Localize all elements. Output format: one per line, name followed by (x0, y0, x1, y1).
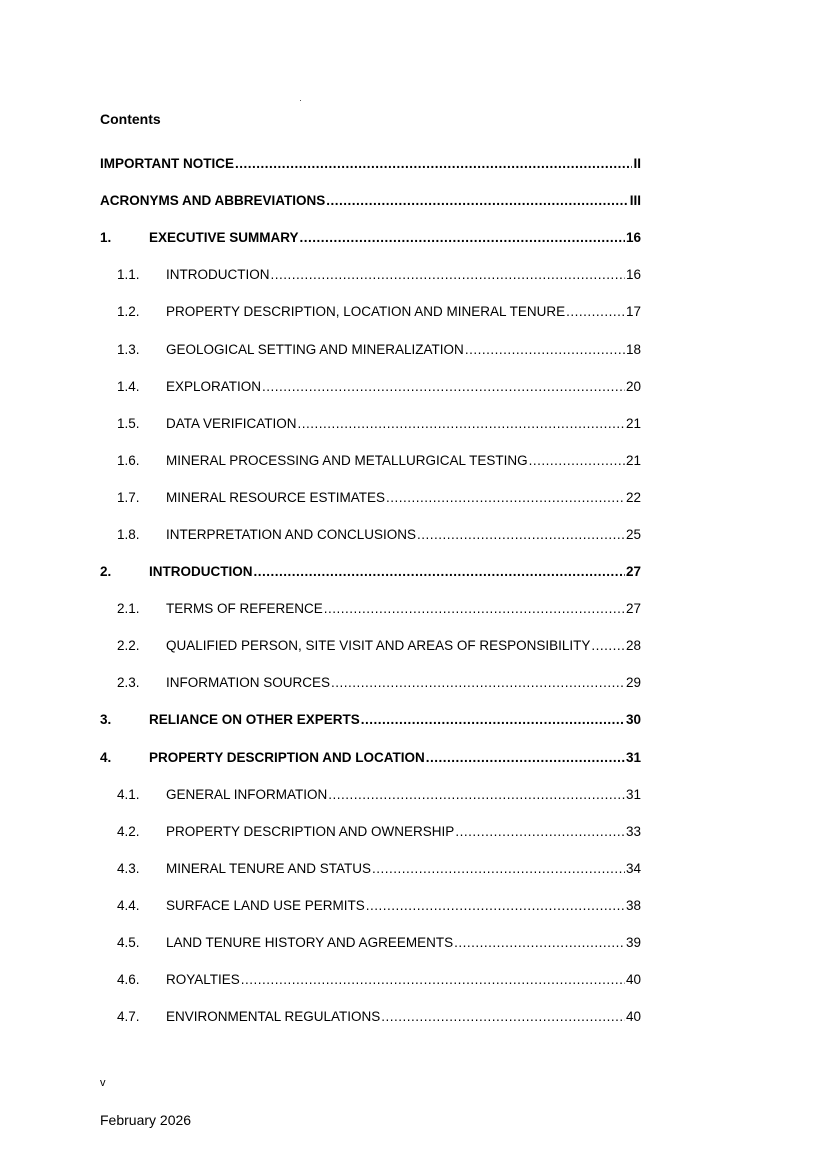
toc-entry[interactable] (100, 776, 641, 813)
toc-entry-title: TERMS OF REFERENCE (166, 601, 323, 617)
toc-entry-number: 2.1. (117, 601, 140, 617)
footer-page-number: v (100, 1077, 106, 1089)
toc-entry-number: 4. (100, 749, 112, 765)
toc-entry-page: 21 (625, 415, 641, 431)
toc-entry-title: PROPERTY DESCRIPTION AND OWNERSHIP (166, 823, 455, 839)
toc-entry-page: III (629, 193, 641, 209)
toc-entry[interactable] (100, 961, 641, 998)
toc-dot-leader (366, 898, 625, 913)
toc-entry-title: DATA VERIFICATION (166, 415, 297, 431)
toc-entry-title: EXPLORATION (166, 378, 262, 394)
toc-entry-number: 1.7. (117, 489, 140, 505)
toc-entry-page: 16 (625, 230, 641, 246)
toc-entry[interactable] (100, 479, 641, 516)
toc-entry-title: PROPERTY DESCRIPTION AND LOCATION (149, 749, 425, 765)
toc-entry-title: EXECUTIVE SUMMARY (149, 230, 299, 246)
toc-entry[interactable] (100, 664, 641, 701)
toc-entry[interactable] (100, 590, 641, 627)
toc-entry-number: 4.4. (117, 897, 140, 913)
toc-entry-title: GEOLOGICAL SETTING AND MINERALIZATION (166, 341, 464, 357)
toc-dot-leader (454, 935, 625, 950)
toc-entry[interactable] (100, 182, 641, 219)
toc-entry-number: 4.5. (117, 935, 140, 951)
toc-entry[interactable] (100, 405, 641, 442)
toc-entry-number: 1.1. (117, 267, 140, 283)
toc-dot-leader (262, 379, 625, 394)
toc-entry-title: INTRODUCTION (149, 564, 253, 580)
toc-entry-page: 34 (625, 860, 641, 876)
toc-dot-leader (331, 675, 625, 690)
toc-entry[interactable] (100, 330, 641, 367)
toc-entry-number: 2. (100, 564, 112, 580)
toc-dot-leader (254, 564, 625, 579)
toc-entry-page: II (633, 156, 641, 172)
toc-entry-number: 2.3. (117, 675, 140, 691)
toc-entry[interactable] (100, 627, 641, 664)
toc-entry-page: 28 (625, 638, 641, 654)
toc-dot-leader (591, 638, 625, 653)
toc-entry[interactable] (100, 924, 641, 961)
toc-entry-page: 27 (625, 564, 641, 580)
toc-entry-title: ACRONYMS AND ABBREVIATIONS (100, 193, 326, 209)
toc-entry-number: 1.4. (117, 378, 140, 394)
toc-entry-title: MINERAL TENURE AND STATUS (166, 860, 372, 876)
toc-entry[interactable] (100, 145, 641, 182)
toc-entry-number: 4.2. (117, 823, 140, 839)
toc-entry-title: PROPERTY DESCRIPTION, LOCATION AND MINERAL TENURE (166, 304, 566, 320)
toc-dot-leader (381, 1009, 625, 1024)
toc-entry-page: 31 (625, 786, 641, 802)
scan-speck (300, 100, 301, 101)
toc-dot-leader (386, 490, 625, 505)
toc-dot-leader (566, 304, 625, 319)
toc-entry-title: INTRODUCTION (166, 267, 270, 283)
toc-entry-page: 18 (625, 341, 641, 357)
toc-entry-number: 1.3. (117, 341, 140, 357)
toc-entry-page: 25 (625, 526, 641, 542)
toc-entry[interactable] (100, 701, 641, 738)
toc-entry-title: QUALIFIED PERSON, SITE VISIT AND AREAS OF RESPONSIBILITY (166, 638, 591, 654)
toc-dot-leader (361, 712, 625, 727)
toc-entry[interactable] (100, 219, 641, 256)
toc-entry-page: 40 (625, 972, 641, 988)
toc-entry[interactable] (100, 553, 641, 590)
toc-entry-number: 1. (100, 230, 112, 246)
toc-entry-number: 4.7. (117, 1009, 140, 1025)
toc-entry-number: 4.1. (117, 786, 140, 802)
toc-entry-title: ENVIRONMENTAL REGULATIONS (166, 1009, 381, 1025)
toc-dot-leader (465, 342, 625, 357)
toc-entry-page: 31 (625, 749, 641, 765)
table-of-contents (100, 145, 641, 1035)
toc-entry[interactable] (100, 813, 641, 850)
toc-entry-number: 4.3. (117, 860, 140, 876)
toc-entry-page: 30 (625, 712, 641, 728)
toc-entry-page: 16 (625, 267, 641, 283)
toc-entry-page: 22 (625, 489, 641, 505)
toc-entry-page: 39 (625, 935, 641, 951)
toc-entry-page: 33 (625, 823, 641, 839)
toc-entry-title: LAND TENURE HISTORY AND AGREEMENTS (166, 935, 454, 951)
toc-dot-leader (417, 527, 625, 542)
contents-heading: Contents (100, 111, 161, 127)
toc-entry-number: 1.8. (117, 526, 140, 542)
toc-entry-number: 3. (100, 712, 112, 728)
toc-dot-leader (529, 453, 625, 468)
toc-entry[interactable] (100, 887, 641, 924)
toc-entry-number: 4.6. (117, 972, 140, 988)
toc-entry[interactable] (100, 442, 641, 479)
toc-entry-page: 21 (625, 452, 641, 468)
toc-dot-leader (241, 972, 625, 987)
footer-date: February 2026 (100, 1112, 192, 1128)
toc-entry[interactable] (100, 368, 641, 405)
toc-entry-number: 1.2. (117, 304, 140, 320)
toc-entry-title: IMPORTANT NOTICE (100, 156, 234, 172)
toc-entry-page: 38 (625, 897, 641, 913)
toc-entry-title: INTERPRETATION AND CONCLUSIONS (166, 526, 417, 542)
toc-entry-title: SURFACE LAND USE PERMITS (166, 897, 365, 913)
toc-entry[interactable] (100, 739, 641, 776)
toc-entry-title: ROYALTIES (166, 972, 240, 988)
toc-entry[interactable] (100, 516, 641, 553)
toc-entry-page: 20 (625, 378, 641, 394)
toc-dot-leader (328, 787, 625, 802)
toc-dot-leader (372, 861, 625, 876)
toc-dot-leader (300, 230, 625, 245)
toc-entry[interactable] (100, 256, 641, 293)
toc-dot-leader (455, 824, 625, 839)
toc-entry-number: 1.5. (117, 415, 140, 431)
toc-dot-leader (298, 416, 625, 431)
toc-entry-page: 29 (625, 675, 641, 691)
toc-entry-title: MINERAL RESOURCE ESTIMATES (166, 489, 386, 505)
toc-entry-title: RELIANCE ON OTHER EXPERTS (149, 712, 360, 728)
toc-entry-page: 17 (625, 304, 641, 320)
toc-dot-leader (271, 267, 625, 282)
toc-dot-leader (426, 750, 625, 765)
toc-entry[interactable] (100, 998, 641, 1035)
toc-entry[interactable] (100, 293, 641, 330)
toc-entry-page: 40 (625, 1009, 641, 1025)
toc-entry-number: 2.2. (117, 638, 140, 654)
toc-entry-title: INFORMATION SOURCES (166, 675, 331, 691)
toc-entry-title: GENERAL INFORMATION (166, 786, 328, 802)
toc-entry-number: 1.6. (117, 452, 140, 468)
toc-entry-page: 27 (625, 601, 641, 617)
toc-entry-title: MINERAL PROCESSING AND METALLURGICAL TESTING (166, 452, 528, 468)
toc-entry[interactable] (100, 850, 641, 887)
toc-dot-leader (326, 193, 628, 208)
toc-dot-leader (235, 156, 632, 171)
toc-dot-leader (324, 601, 625, 616)
